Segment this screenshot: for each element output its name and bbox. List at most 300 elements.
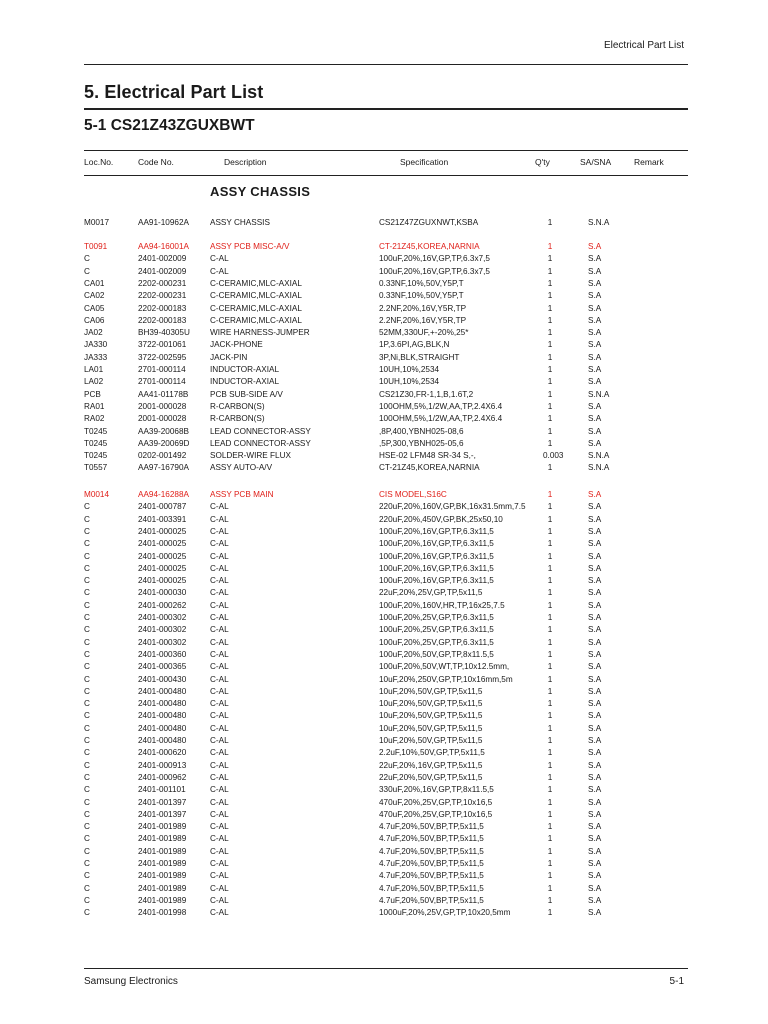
cell-sa: S.A [588, 674, 602, 684]
cell-desc: C-AL [210, 895, 229, 905]
table-row [0, 365, 768, 377]
cell-desc: C-AL [210, 772, 229, 782]
table-row [0, 687, 768, 699]
table-row [0, 390, 768, 402]
cell-sa: S.A [588, 303, 602, 313]
table-row [0, 377, 768, 389]
cell-desc: C-AL [210, 686, 229, 696]
cell-loc: CA02 [84, 291, 105, 301]
cell-qty: 1 [547, 809, 553, 819]
cell-spec: 470uF,20%,25V,GP,TP,10x16,5 [379, 809, 493, 819]
table-row [0, 834, 768, 846]
cell-loc: C [84, 613, 90, 622]
cell-code: 2401-001397 [138, 797, 187, 807]
cell-spec: 1P,3.6PI,AG,BLK,N [379, 340, 450, 350]
cell-code: AA94-16288A [138, 490, 189, 499]
cell-code: 2401-000025 [138, 539, 187, 549]
table-row [0, 304, 768, 316]
cell-spec: 100uF,20%,50V,GP,TP,8x11.5,5 [379, 649, 494, 659]
cell-code: 3722-001061 [138, 340, 187, 350]
cell-spec: 3P,Ni,BLK,STRAIGHT [379, 352, 460, 362]
cell-loc: C [84, 649, 90, 659]
cell-qty: 1 [547, 340, 553, 350]
cell-sa: S.A [588, 662, 602, 672]
cell-code: 2401-002009 [138, 266, 187, 276]
cell-sa: S.A [588, 352, 602, 362]
cell-sa: S.A [588, 490, 602, 499]
cell-sa: S.A [588, 401, 602, 411]
cell-sa: S.A [588, 600, 602, 610]
cell-qty: 1 [547, 834, 553, 844]
cell-spec: 10uF,20%,50V,GP,TP,5x11,5 [379, 686, 483, 696]
cell-code: 2401-000787 [138, 502, 187, 512]
cell-qty: 1 [547, 576, 553, 586]
cell-spec: 4.7uF,20%,50V,BP,TP,5x11,5 [379, 822, 484, 832]
cell-desc: C-AL [210, 266, 229, 276]
cell-spec: 100uF,20%,16V,GP,TP,6.3x11,5 [379, 576, 494, 586]
cell-desc: R-CARBON(S) [210, 414, 265, 424]
table-row [0, 463, 768, 475]
cell-sa: S.A [588, 328, 602, 338]
table-row [0, 810, 768, 822]
cell-code: BH39-40305U [138, 328, 190, 338]
cell-code: AA91-10962A [138, 218, 189, 227]
cell-desc: C-AL [210, 539, 229, 549]
cell-code: 2401-000025 [138, 526, 187, 536]
cell-sa: S.A [588, 426, 602, 436]
cell-spec: 4.7uF,20%,50V,BP,TP,5x11,5 [379, 846, 484, 856]
cell-spec: 10uF,20%,250V,GP,TP,10x16mm,5m [379, 674, 513, 684]
cell-desc: C-AL [210, 834, 229, 844]
cell-qty: 1 [547, 401, 553, 411]
cell-qty: 1 [547, 674, 553, 684]
cell-desc: C-AL [210, 699, 229, 709]
cell-sa: S.A [588, 242, 602, 251]
table-row [0, 625, 768, 637]
cell-loc: LA01 [84, 365, 104, 374]
cell-spec: 2.2NF,20%,16V,Y5R,TP [379, 315, 467, 325]
cell-loc: C [84, 723, 90, 733]
table-row [0, 761, 768, 773]
cell-spec: 10UH,10%,2534 [379, 365, 440, 374]
cell-spec: 10uF,20%,50V,GP,TP,5x11,5 [379, 699, 483, 709]
table-row [0, 699, 768, 711]
cell-qty: 1 [547, 266, 553, 276]
cell-code: 2401-000913 [138, 760, 187, 770]
cell-sa: S.A [588, 772, 602, 782]
cell-desc: C-AL [210, 600, 229, 610]
cell-loc: C [84, 859, 90, 868]
cell-qty: 1 [547, 822, 553, 832]
table-row [0, 254, 768, 266]
cell-qty: 1 [547, 785, 553, 795]
cell-desc: SOLDER-WIRE FLUX [210, 451, 291, 461]
cell-code: AA41-01178B [138, 389, 189, 399]
cell-sa: S.A [588, 563, 602, 573]
cell-code: 2401-000302 [138, 613, 187, 622]
cell-desc: C-AL [210, 748, 229, 758]
cell-desc: R-CARBON(S) [210, 401, 265, 411]
table-row [0, 527, 768, 539]
cell-spec: 4.7uF,20%,50V,BP,TP,5x11,5 [379, 859, 484, 868]
cell-sa: S.A [588, 625, 602, 635]
table-row [0, 884, 768, 896]
cell-sa: S.A [588, 266, 602, 276]
table-row [0, 291, 768, 303]
cell-spec: 22uF,20%,50V,GP,TP,5x11,5 [379, 772, 483, 782]
cell-code: 2401-001101 [138, 785, 186, 795]
cell-code: 2401-000620 [138, 748, 187, 758]
cell-loc: JA02 [84, 328, 103, 338]
cell-code: 2401-000480 [138, 723, 187, 733]
cell-spec: HSE-02 LFM48 SR-34 S,-, [379, 451, 476, 461]
cell-spec: 100OHM,5%,1/2W,AA,TP,2.4X6.4 [379, 414, 503, 424]
cell-desc: C-AL [210, 637, 229, 647]
cell-desc: C-AL [210, 588, 229, 598]
cell-spec: 10uF,20%,50V,GP,TP,5x11,5 [379, 711, 483, 721]
cell-code: 2001-000028 [138, 414, 187, 424]
cell-spec: 330uF,20%,16V,GP,TP,8x11.5,5 [379, 785, 494, 795]
col-sasna: SA/SNA [580, 157, 612, 167]
cell-code: 2202-000183 [138, 303, 187, 313]
cell-loc: C [84, 797, 90, 807]
table-row [0, 711, 768, 723]
cell-loc: C [84, 895, 90, 905]
table-row [0, 773, 768, 785]
col-spec: Specification [400, 157, 449, 167]
cell-code: 2401-001989 [138, 834, 187, 844]
cell-code: 2401-001989 [138, 883, 187, 893]
cell-qty: 1 [547, 315, 553, 325]
cell-qty: 1 [547, 908, 553, 918]
cell-code: 2401-000480 [138, 736, 187, 745]
cell-spec: ,8P,400,YBNH025-08,6 [379, 426, 464, 436]
table-row [0, 908, 768, 920]
cell-code: 2401-001397 [138, 809, 187, 819]
cell-loc: JA330 [84, 340, 108, 350]
cell-loc: M0014 [84, 490, 110, 499]
table-row [0, 859, 768, 871]
cell-desc: C-AL [210, 785, 229, 795]
cell-loc: C [84, 266, 90, 276]
cell-qty: 1 [547, 414, 553, 424]
cell-qty: 1 [547, 637, 553, 647]
table-row [0, 748, 768, 760]
cell-code: 2001-000028 [138, 401, 187, 411]
cell-desc: C-AL [210, 514, 229, 524]
cell-loc: M0017 [84, 218, 110, 227]
cell-sa: S.A [588, 859, 602, 868]
cell-code: 2401-000365 [138, 662, 187, 672]
cell-loc: C [84, 514, 90, 524]
cell-qty: 1 [547, 551, 553, 561]
table-row [0, 353, 768, 365]
cell-sa: S.A [588, 588, 602, 598]
cell-loc: C [84, 772, 90, 782]
cell-loc: C [84, 711, 90, 721]
cell-loc: C [84, 846, 90, 856]
cell-desc: C-AL [210, 625, 229, 635]
cell-loc: C [84, 539, 90, 549]
cell-sa: S.A [588, 822, 602, 832]
cell-sa: S.A [588, 514, 602, 524]
table-row [0, 439, 768, 451]
cell-loc: C [84, 662, 90, 672]
cell-code: 2202-000183 [138, 315, 187, 325]
cell-spec: 10uF,20%,50V,GP,TP,5x11,5 [379, 736, 483, 745]
col-qty: Q'ty [535, 157, 550, 167]
cell-loc: C [84, 576, 90, 586]
cell-qty: 1 [547, 895, 553, 905]
section-title: ASSY CHASSIS [210, 184, 311, 199]
cell-spec: 100uF,20%,16V,GP,TP,6.3x7,5 [379, 254, 490, 264]
table-row [0, 785, 768, 797]
cell-desc: C-AL [210, 563, 229, 573]
cell-sa: S.N.A [588, 463, 610, 473]
cell-code: 3722-002595 [138, 352, 187, 362]
cell-spec: 10UH,10%,2534 [379, 377, 440, 387]
cell-spec: 10uF,20%,50V,GP,TP,5x11,5 [379, 723, 483, 733]
cell-desc: C-AL [210, 502, 229, 512]
cell-code: 2401-001989 [138, 846, 187, 856]
cell-sa: S.N.A [588, 218, 610, 227]
cell-spec: 100uF,20%,25V,GP,TP,6.3x11,5 [379, 625, 494, 635]
cell-qty: 1 [547, 502, 553, 512]
cell-loc: RA02 [84, 414, 105, 424]
cell-qty: 1 [547, 600, 553, 610]
cell-loc: C [84, 822, 90, 832]
cell-qty: 1 [547, 426, 553, 436]
table-row [0, 328, 768, 340]
cell-sa: S.A [588, 846, 602, 856]
cell-loc: C [84, 785, 90, 795]
cell-loc: C [84, 526, 90, 536]
cell-spec: CT-21Z45,KOREA,NARNIA [379, 463, 480, 473]
cell-spec: 4.7uF,20%,50V,BP,TP,5x11,5 [379, 871, 484, 881]
cell-spec: CS21Z30,FR-1,1,B,1.6T,2 [379, 389, 474, 399]
col-desc: Description [224, 157, 267, 167]
cell-qty: 1 [547, 352, 553, 362]
cell-spec: ,5P,300,YBNH025-05,6 [379, 438, 464, 448]
cell-qty: 0.003 [543, 451, 564, 461]
cell-qty: 1 [547, 736, 553, 745]
cell-desc: INDUCTOR-AXIAL [210, 365, 279, 374]
cell-qty: 1 [547, 365, 553, 374]
cell-sa: S.N.A [588, 389, 610, 399]
cell-spec: 2.2uF,10%,50V,GP,TP,5x11,5 [379, 748, 485, 758]
table-row [0, 638, 768, 650]
cell-sa: S.A [588, 526, 602, 536]
cell-desc: C-AL [210, 908, 229, 918]
cell-qty: 1 [547, 723, 553, 733]
cell-qty: 1 [547, 846, 553, 856]
cell-spec: 220uF,20%,160V,GP,BK,16x31.5mm,7.5 [379, 502, 526, 512]
cell-qty: 1 [547, 539, 553, 549]
cell-qty: 1 [547, 328, 553, 338]
cell-desc: JACK-PHONE [210, 340, 263, 350]
table-row [0, 650, 768, 662]
cell-code: 2401-000360 [138, 649, 187, 659]
table-row [0, 675, 768, 687]
cell-spec: 100uF,20%,160V,HR,TP,16x25,7.5 [379, 600, 505, 610]
cell-loc: C [84, 908, 90, 918]
cell-sa: S.A [588, 365, 602, 374]
table-row [0, 515, 768, 527]
cell-qty: 1 [547, 748, 553, 758]
table-row [0, 724, 768, 736]
cell-sa: S.A [588, 760, 602, 770]
cell-sa: S.A [588, 414, 602, 424]
cell-loc: C [84, 748, 90, 758]
cell-loc: C [84, 834, 90, 844]
cell-code: 2401-001989 [138, 859, 187, 868]
table-row [0, 822, 768, 834]
cell-desc: C-AL [210, 809, 229, 819]
cell-desc: LEAD CONNECTOR-ASSY [210, 426, 311, 436]
cell-sa: S.A [588, 883, 602, 893]
cell-loc: C [84, 674, 90, 684]
cell-sa: S.A [588, 551, 602, 561]
cell-qty: 1 [547, 514, 553, 524]
cell-spec: 100uF,20%,25V,GP,TP,6.3x11,5 [379, 637, 494, 647]
cell-code: 2701-000114 [138, 377, 186, 387]
cell-qty: 1 [547, 218, 553, 227]
cell-qty: 1 [547, 686, 553, 696]
cell-code: 0202-001492 [138, 451, 187, 461]
table-row [0, 490, 768, 502]
cell-sa: S.A [588, 834, 602, 844]
table-row [0, 601, 768, 613]
cell-code: AA39-20068B [138, 426, 189, 436]
cell-qty: 1 [547, 772, 553, 782]
cell-spec: 220uF,20%,450V,GP,BK,25x50,10 [379, 514, 503, 524]
cell-qty: 1 [547, 254, 553, 264]
cell-sa: S.A [588, 649, 602, 659]
cell-desc: C-AL [210, 736, 229, 745]
cell-qty: 1 [547, 563, 553, 573]
cell-sa: S.A [588, 340, 602, 350]
cell-code: 2202-000231 [138, 291, 187, 301]
cell-code: 2401-000025 [138, 551, 187, 561]
cell-code: 2401-000302 [138, 625, 187, 635]
cell-desc: C-AL [210, 254, 229, 264]
cell-qty: 1 [547, 291, 553, 301]
cell-loc: T0245 [84, 451, 108, 461]
cell-qty: 1 [547, 377, 553, 387]
col-loc: Loc.No. [84, 157, 114, 167]
cell-code: 2401-000030 [138, 588, 187, 598]
cell-loc: PCB [84, 389, 101, 399]
cell-sa: S.A [588, 871, 602, 881]
cell-code: 2202-000231 [138, 278, 187, 288]
cell-code: 2401-001989 [138, 871, 187, 881]
cell-desc: C-CERAMIC,MLC-AXIAL [210, 303, 302, 313]
table-row [0, 340, 768, 352]
cell-spec: 100uF,20%,16V,GP,TP,6.3x11,5 [379, 539, 494, 549]
header-rule [84, 64, 688, 65]
cell-sa: S.A [588, 254, 602, 264]
table-row [0, 871, 768, 883]
table-row [0, 218, 768, 230]
cell-loc: T0091 [84, 242, 108, 251]
cell-desc: C-CERAMIC,MLC-AXIAL [210, 315, 302, 325]
cell-code: AA94-16001A [138, 242, 189, 251]
footer-page-number: 5-1 [669, 976, 684, 987]
cell-sa: S.N.A [588, 451, 610, 461]
cell-sa: S.A [588, 502, 602, 512]
cell-desc: WIRE HARNESS-JUMPER [210, 328, 310, 338]
cell-spec: 0.33NF,10%,50V,Y5P,T [379, 278, 464, 288]
cell-spec: 100uF,20%,16V,GP,TP,6.3x11,5 [379, 563, 494, 573]
cell-sa: S.A [588, 377, 602, 387]
cell-spec: 2.2NF,20%,16V,Y5R,TP [379, 303, 467, 313]
cell-code: 2401-001989 [138, 822, 187, 832]
cell-desc: C-AL [210, 662, 229, 672]
cell-sa: S.A [588, 686, 602, 696]
cell-desc: C-AL [210, 551, 229, 561]
cell-loc: C [84, 736, 90, 745]
cell-spec: 100OHM,5%,1/2W,AA,TP,2.4X6.4 [379, 401, 503, 411]
table-row [0, 414, 768, 426]
table-row [0, 316, 768, 328]
cell-desc: C-AL [210, 613, 229, 622]
table-row [0, 736, 768, 748]
cell-desc: C-AL [210, 797, 229, 807]
cell-qty: 1 [547, 859, 553, 868]
cell-spec: 22uF,20%,25V,GP,TP,5x11,5 [379, 588, 483, 598]
cell-code: 2701-000114 [138, 365, 186, 374]
cell-qty: 1 [547, 588, 553, 598]
cell-loc: CA06 [84, 315, 105, 325]
table-row [0, 242, 768, 254]
cell-qty: 1 [547, 711, 553, 721]
cell-desc: ASSY PCB MISC-A/V [210, 242, 290, 251]
table-row [0, 564, 768, 576]
cell-desc: PCB SUB-SIDE A/V [210, 389, 283, 399]
cell-spec: 100uF,20%,16V,GP,TP,6.3x11,5 [379, 526, 494, 536]
cell-spec: 100uF,20%,16V,GP,TP,6.3x7,5 [379, 266, 490, 276]
cell-loc: C [84, 686, 90, 696]
cell-loc: C [84, 809, 90, 819]
cell-desc: INDUCTOR-AXIAL [210, 377, 279, 387]
table-row [0, 279, 768, 291]
cell-sa: S.A [588, 291, 602, 301]
cell-qty: 1 [547, 797, 553, 807]
cell-desc: C-AL [210, 711, 229, 721]
cell-sa: S.A [588, 278, 602, 288]
table-row [0, 427, 768, 439]
footer-company: Samsung Electronics [84, 976, 178, 987]
col-remark: Remark [634, 157, 664, 167]
cell-code: 2401-001989 [138, 895, 187, 905]
cell-spec: 100uF,20%,25V,GP,TP,6.3x11,5 [379, 613, 494, 622]
cell-qty: 1 [547, 625, 553, 635]
cell-code: 2401-000480 [138, 699, 187, 709]
cell-sa: S.A [588, 785, 602, 795]
cell-loc: C [84, 588, 90, 598]
cell-sa: S.A [588, 723, 602, 733]
cell-qty: 1 [547, 699, 553, 709]
cell-sa: S.A [588, 736, 602, 745]
cell-desc: ASSY CHASSIS [210, 218, 270, 227]
cell-code: 2401-000430 [138, 674, 187, 684]
cell-desc: LEAD CONNECTOR-ASSY [210, 438, 311, 448]
cell-spec: CIS MODEL,S16C [379, 490, 447, 499]
cell-sa: S.A [588, 576, 602, 586]
cell-desc: C-AL [210, 649, 229, 659]
cell-desc: C-AL [210, 859, 229, 868]
table-row [0, 662, 768, 674]
